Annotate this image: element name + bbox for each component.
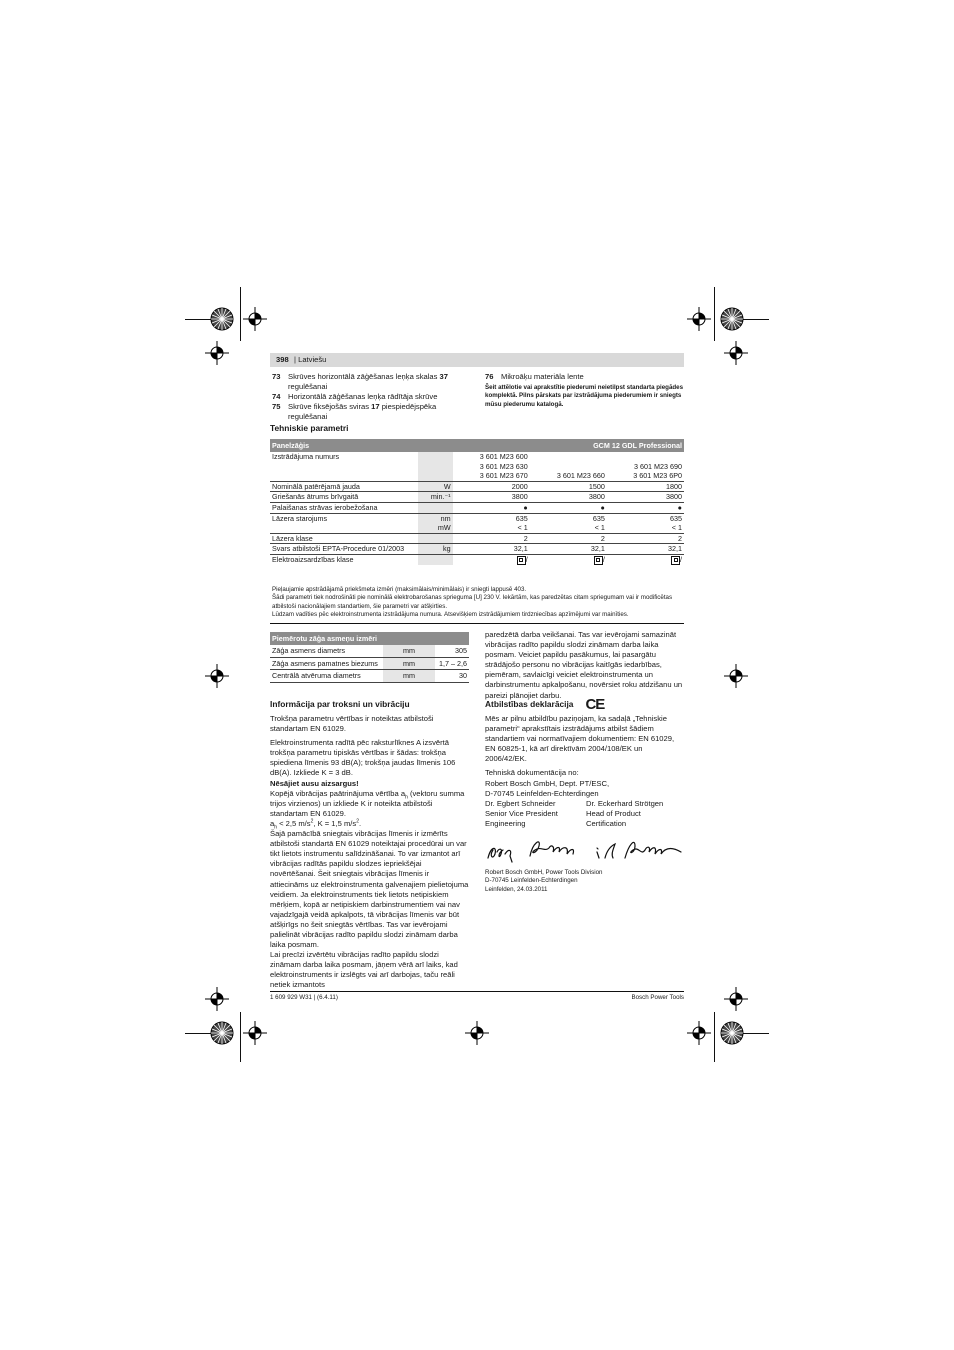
article-col3: 3 601 M23 690 3 601 M23 6P0 [607, 452, 684, 481]
class-ii-icon [671, 556, 680, 565]
page-number: 398 [276, 355, 289, 364]
blade-header: Piemērotu zāģa asmeņu izmēri [270, 632, 469, 645]
blade-table [270, 632, 469, 683]
declaration-heading: Atbilstības deklarācija [485, 699, 574, 709]
class-ii-icon [517, 556, 526, 565]
tech-notes: Pieļaujamie apstrādājamā priekšmeta izmēri (maksimālais/minimālais) ir sniegti lappusē 403. Šādi parametri tiek nodrošināti pie nominālā elektrobarošanas sprieguma [U] 230 V. Iekārtām, kas paredzētas citam spriegumam vai ir modificētas atbilstoši nacionālajiem standartiem, šie parametri var atšķirties. Lūdzam vadīties pēc elektroinstrumenta izstrādājuma numura. Atsevišķiem izstrādājumiem tirdzniecības apzīmējumi var mainīties. [272, 586, 673, 618]
table-row: Centrālā atvēruma diametrs mm 30 [270, 670, 469, 683]
declaration-footer: Robert Bosch GmbH, Power Tools Division D-70745 Leinfelden-Echterdingen Leinfelden, 24.03.2011 [485, 869, 603, 893]
article-col1: 3 601 M23 600 3 601 M23 630 3 601 M23 670 [453, 452, 530, 481]
accessory-note: Šeit attēlotie vai aprakstītie piederumi neietilpst standarta piegādes komplektā. Pilns pārskats par izstrādājuma piederumiem ir sniegts mūsu piederumu katalogā. [485, 384, 684, 408]
signatures [485, 832, 685, 866]
class-ii-icon [594, 556, 603, 565]
noise-text: Trokšņa parametru vērtības ir noteiktas atbilstoši standartam EN 61029. Elektroinstrumenta radītā pēc raksturlīknes A izsvērtā trokšņa parametru tipiskās vērtības ir šādas: trokšņa spiediena līmenis 93 dB(A); trokšņa jaudas līmenis 106 dB(A). Izkliede K = 3 dB. Nēsājiet ausu aizsargus! Kopējā vibrācijas paātrinājuma vērtība $a_h$ (vektoru summa trijos virzienos) un izkliede K ir noteikta atbilstoši standartam EN 61029. $a_h < 2,5$ $m/s^2$, K = 1,5 $m/s^2$. Šajā pamācībā sniegtais vibrācijas līmenis ir izmērīts atbilstoši standartā EN 61029 noteiktajai procedūrai un var tikt lietots instrumentu salīdzināšanai. To var izmantot arī vibrācijas radītās papildu slodzes iepriekšējai novērtēšanai. Šeit sniegtais vibrācijas līmenis ir attiecināms uz elektroinstrumenta galvenajiem pielietojuma veidiem. Ja elektroinstruments tiek lietots netipiskiem mērķiem, kopā ar netipiskiem darbinstrumentiem vai nav vajadzīgajā veidā apkalpots, tā vibrācijas līmenis var būt atšķirīgs no šeit sniegtās vērtības. Tas var ievērojami palielināt vibrācijas radīto papildu slodzi zināmam darba laika posmam. Lai precīzi izvērtētu vibrācijas radīto papildu slodzi zināmam darba laika posmam, jāņem vērā arī laiks, kad elektroinstruments ir izslēgts vai arī darbojas, taču reāli netiek izmantots [270, 714, 469, 990]
table-row: Svars atbilstoši EPTA-Procedure 01/2003 kg 32,1 32,1 32,1 [272, 544, 682, 554]
legend-item: 73 Skrūves horizontālā zāģēšanas leņķa skalas 37 regulēšanai [272, 372, 448, 391]
declaration-heading-row [485, 696, 605, 713]
table-row: Elektroaizsardzības klase / / / [272, 554, 682, 564]
table-row: Zāģa asmens pamatnes biezums mm 1,7 – 2,6 [270, 657, 469, 670]
ce-mark-icon: CE [585, 696, 605, 713]
table-row: Nominālā patērējamā jauda W 2000 1500 1800 [272, 481, 682, 491]
noise-text-continued: paredzētā darba veikšanai. Tas var ievērojami samazināt vibrācijas radīto papildu slodzi zināmam darba laika posmam. Veiciet papildu pasākumus, lai pasargātu strādājošo personu no vibrācijas kaitīgās iedarbības, piemēram, savlaicīgi veiciet elektroinstrumenta un darbinstrumentu apkalpošanu, novērsiet roku atdzišanu un pareizi plānojiet darbu. [485, 630, 683, 700]
footer-left: 1 609 929 W31 | (6.4.11) [270, 994, 338, 1001]
tech-header-left: Panelzāģis [270, 439, 530, 452]
table-row: Zāģa asmens diametrs mm 305 [270, 645, 469, 657]
table-row: Palaišanas strāvas ierobežošana ● ● ● [272, 502, 682, 512]
legend-item: 74 Horizontālā zāģēšanas leņķa rādītāja skrūve [272, 392, 438, 401]
tech-table [270, 439, 684, 565]
language-label: | Latviešu [294, 355, 327, 364]
declaration-text: Mēs ar pilnu atbildību paziņojam, ka sadaļā „Tehniskie parametri“ aprakstītais izstrādājums atbilst šādiem standartiem vai normatīvajiem dokumentiem: EN 61029, EN 60825-1, kā arī direktīvām 2004/108/EK un 2006/42/EK. Tehniskā dokumentācija no: Robert Bosch GmbH, Dept. PT/ESC, D-70745 Leinfelden-Echterdingen [485, 714, 675, 798]
article-col2: 3 601 M23 660 [530, 452, 607, 481]
signatory-right: Dr. Eckerhard Strötgen Head of Product Certification [586, 799, 664, 829]
legend-item: 75 Skrūve fiksējošās sviras 17 piespiedējspēka regulēšanai [272, 402, 437, 421]
legend-list [272, 372, 472, 422]
tech-heading: Tehniskie parametri [270, 423, 349, 433]
page-header [270, 353, 684, 367]
legend-list-right [485, 372, 685, 409]
table-row: Lāzera klase 2 2 2 [272, 533, 682, 543]
tech-header-right: GCM 12 GDL Professional [530, 439, 684, 452]
article-label: Izstrādājuma numurs [270, 452, 418, 481]
legend-item: 76 Mikroāķu materiāla lente [485, 372, 584, 381]
table-row [270, 452, 684, 481]
table-row: Lāzera starojums nm mW 635 < 1 635 < 1 635 < 1 [272, 513, 682, 533]
table-header-row [270, 439, 684, 452]
signatory-left: Dr. Egbert Schneider Senior Vice President Engineering [485, 799, 558, 829]
noise-heading: Informācija par troksni un vibrāciju [270, 699, 410, 709]
table-row: Griešanās ātrums brīvgaitā min.⁻¹ 3800 3800 3800 [272, 492, 682, 502]
footer-right: Bosch Power Tools [631, 994, 684, 1001]
